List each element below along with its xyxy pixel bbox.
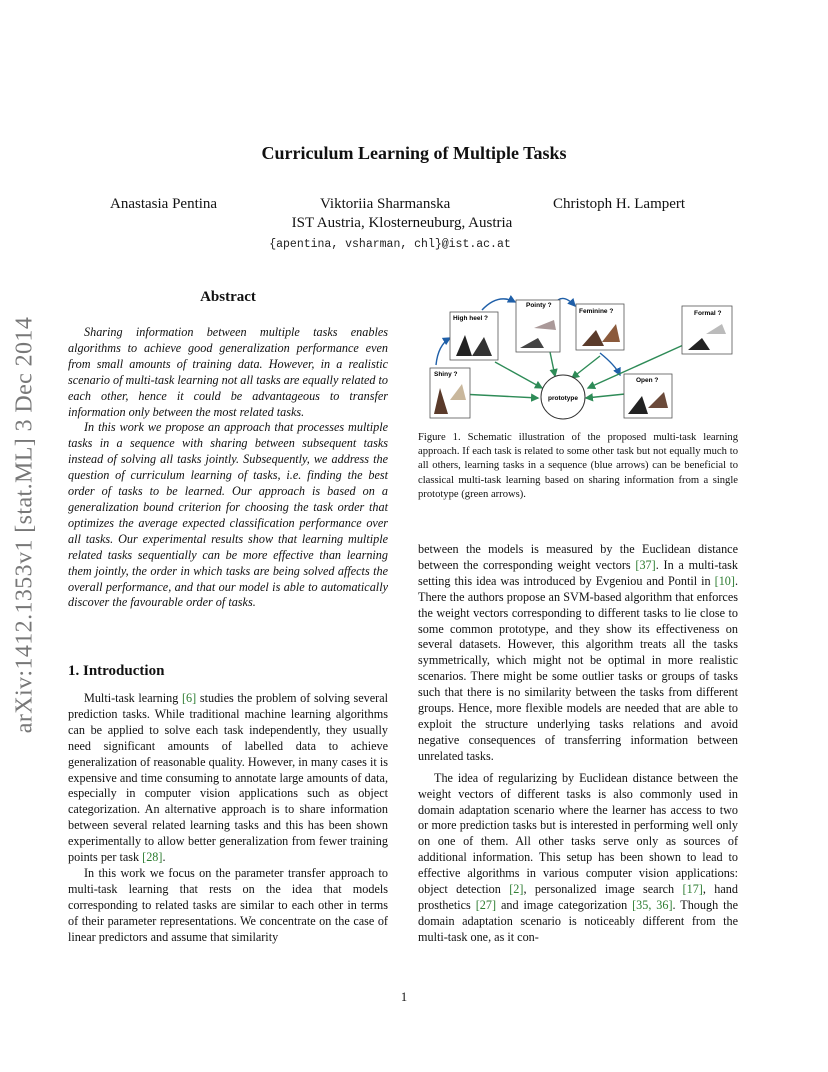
text-run: Multi-task learning [84,691,182,705]
paper-title: Curriculum Learning of Multiple Tasks [261,143,567,163]
right-column-body [418,542,738,946]
author-3: Christoph H. Lampert [553,196,686,212]
task-label: Pointy ? [526,302,552,309]
citation-link[interactable]: [10] [714,573,735,588]
task-label: Formal ? [694,310,722,317]
sequence-arrow [482,299,515,310]
citation-link[interactable]: [27] [475,897,497,912]
prototype-label: prototype [548,395,578,402]
body-paragraph: In this work we focus on the parameter transfer approach to multi-task learning that rests on the idea that models corresponding to related tasks are similar to each other in terms of their parameter representations. We concentrate on the case of linear predictors and assume that similarity [68,865,388,944]
sequence-arrow [600,353,620,375]
text-run: , hand prosthetics [418,882,738,912]
task-label: High heel ? [453,315,489,322]
citation-link[interactable]: [37] [635,557,656,572]
abstract-paragraph: Sharing information between multiple tasks enables algorithms to achieve good generalization performance even from small amounts of training data. However, in a realistic scenario of multi-task learning not all tasks are equally related to each other, hence it could be advantageous to transfer information only between the most related tasks. [68,325,388,419]
author-2: Viktoriia Sharmanska [320,196,451,212]
text-run: and image categorization [496,897,633,912]
task-box-shiny [430,368,470,418]
body-paragraph [418,542,738,765]
task-box-feminine [576,304,624,350]
sequence-arrow [558,298,575,306]
prototype-arrow [586,394,625,398]
section-heading-introduction: 1. Introduction [68,663,165,679]
text-run: between the models is measured by the Euclidean distance between the corresponding weight vectors [418,542,738,572]
prototype-arrow [495,362,542,388]
task-label: Shiny ? [434,371,458,378]
prototype-arrow [460,394,538,398]
page-number: 1 [400,990,408,1004]
text-run: . [162,850,166,865]
abstract-heading: Abstract [200,289,256,305]
body-paragraph [68,691,388,866]
task-box-high-heel [450,312,498,360]
author-1: Anastasia Pentina [110,196,218,212]
prototype-arrow [550,352,555,376]
task-label: Open ? [636,377,659,384]
prototype-arrow [572,356,600,378]
author-emails: {apentina, vsharman, chl}@ist.ac.at [269,238,511,251]
introduction-body [68,691,388,946]
text-run: . Though the domain adaptation scenario is noticeably different from the multi-task one, as it con- [418,897,738,944]
citation-link[interactable]: [35, 36] [632,897,673,912]
figure-diagram [420,290,740,420]
affiliation: IST Austria, Klosterneuburg, Austria [291,215,513,231]
figure-1-caption: Figure 1. Schematic illustration of the proposed multi-task learning approach. If each task is related to some other task but not equally much to all others, learning tasks in a sequence (blue arrows) can be beneficial to classical multi-task learning based on sharing information from a single prototype (green arrows). [418,432,738,500]
abstract-paragraph: In this work we propose an approach that processes multiple tasks in a sequence with sharing between subsequent tasks instead of solving all tasks jointly. Subsequently, we address the question of curriculum learning of tasks, i.e. finding the best order of tasks to be learned. Our approach is based on a generalization bound criterion for choosing the task order that optimizes the average expected classification performance over all tasks. Our experimental results show that learning multiple related tasks sequentially can be more effective than learning them jointly, the order in which tasks are being solved affects the overall performance, and that our model is able to automatically discover the favourable order of tasks. [68,420,388,610]
text-run: . There the authors propose an SVM-based algorithm that enforces the weight vectors corresponding to different tasks to lie close to some common prototype, and they show its effectiveness on several datasets. However, this algorithm treats all the tasks symmetrically, which might not be optimal in more realistic scenarios. There might be some outlier tasks or groups of tasks such that there is no similarity between the tasks from different groups. Hence, more flexible models are needed that are able to exploit the structure underlying tasks relations and avoid negative consequences of transferring information between unrelated tasks. [418,573,738,763]
citation-link[interactable]: [17] [682,882,703,897]
citation-link[interactable]: [28] [142,850,163,865]
task-label: Feminine ? [579,308,614,315]
figure-1 [420,290,740,420]
citation-link[interactable]: [2] [509,882,524,897]
text-run: . In a multi-task setting this idea was introduced by Evgeniou and Pontil in [418,557,739,588]
abstract-body [68,325,388,611]
text-run: , personalized image search [523,882,683,897]
body-paragraph [418,771,738,946]
task-box-open [624,374,672,418]
citation-link[interactable]: [6] [182,691,197,705]
arxiv-stamp: arXiv:1412.1353v1 [stat.ML] 3 Dec 2014 [11,316,38,734]
task-box-pointy [516,300,560,352]
text-run: The idea of regularizing by Euclidean distance between the weight vectors of different tasks is also commonly used in domain adaptation scenario where the learner has access to two or more prediction tasks but is interested in performing well only on one of them. All other tasks serve only as sources of additional information. This setup has been shown to lead to effective algorithms in various computer vision applications: object detection [418,770,738,897]
task-box-formal [682,306,732,354]
text-run: studies the problem of solving several prediction tasks. While traditional machine learning algorithms can be applied to solve each task independently, they usually need significant amounts of labelled data to achieve generalization of reasonable quality. However, in many cases it is expensive and time consuming to annotate large amounts of data, especially in computer vision applications such as object categorization. An alternative approach is to share information between several related learning tasks and this has been shown experimentally to allow better generalization from fewer training points per task [68,691,388,865]
sequence-arrow [436,338,450,365]
